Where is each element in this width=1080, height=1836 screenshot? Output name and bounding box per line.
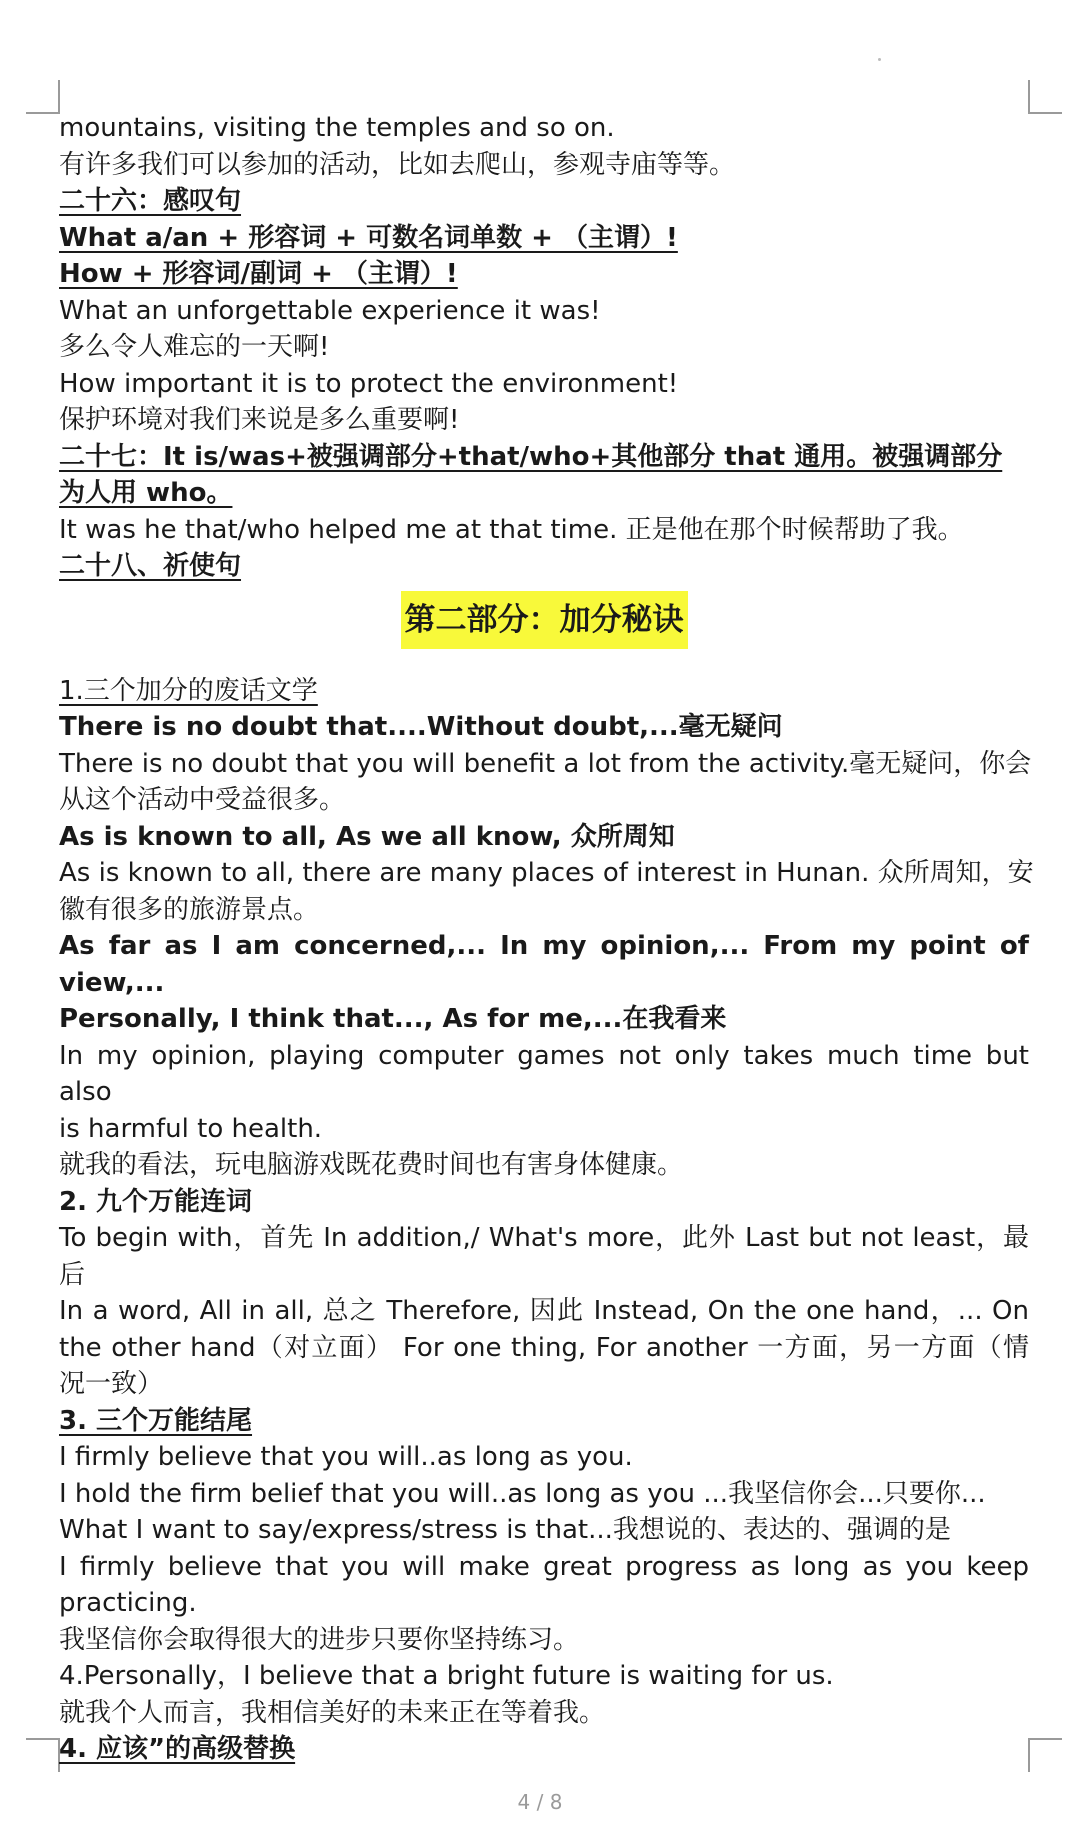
section-heading: 1.三个加分的废话文学 — [59, 675, 318, 706]
text-line: 我坚信你会取得很大的进步只要你坚持练习。 — [59, 1624, 580, 1655]
page-indicator: 4 / 8 — [517, 1790, 563, 1814]
text-line: 从这个活动中受益很多。 — [59, 785, 346, 815]
text-line: 保护环境对我们来说是多么重要啊! — [59, 405, 460, 435]
page-content — [59, 110, 1034, 1768]
page-corner-mark — [1028, 1738, 1062, 1772]
section-heading: 二十七：It is/was+被强调部分+that/who+其他部分 that 通用。被强调部分 — [59, 441, 1003, 472]
section-heading: 3. 三个万能结尾 — [59, 1405, 253, 1436]
text-line: 后 — [59, 1259, 86, 1290]
text-line: 有许多我们可以参加的活动，比如去爬山，参观寺庙等等。 — [59, 149, 736, 180]
text-line: 就我个人而言，我相信美好的未来正在等着我。 — [59, 1697, 606, 1728]
text-line: mountains, visiting the temples and so on. — [59, 113, 615, 143]
section-heading: What a/an + 形容词 + 可数名词单数 + （主谓）! — [59, 222, 678, 253]
bottom-section — [59, 673, 1034, 1768]
text-line: In my opinion, playing computer games not only takes much time but also — [59, 1040, 1029, 1107]
text-line: 2. 九个万能连词 — [59, 1186, 253, 1217]
text-line: In a word, All in all, 总之 Therefore, 因此 Instead, On the one hand，... On — [59, 1296, 1029, 1326]
text-line: There is no doubt that you will benefit a lot from the activity.毫无疑问，你会 — [59, 748, 1032, 779]
text-line: As is known to all, As we all know, 众所周知 — [59, 821, 675, 852]
section-heading: 为人用 who。 — [59, 478, 233, 508]
text-line: 多么令人难忘的一天啊! — [59, 332, 330, 362]
top-section — [59, 110, 1029, 585]
section-heading: 二十六：感叹句 — [59, 186, 242, 216]
section-title: 第二部分：加分秘诀 — [401, 591, 688, 649]
text-line: What I want to say/express/stress is that...我想说的、表达的、强调的是 — [59, 1515, 951, 1545]
page-corner-mark — [1028, 80, 1062, 114]
text-line: I firmly believe that you will..as long as you. — [59, 1442, 633, 1472]
scan-dot — [878, 58, 881, 61]
text-line: 徽有很多的旅游景点。 — [59, 894, 320, 925]
page-corner-mark — [26, 80, 60, 114]
page-corner-mark — [26, 1738, 60, 1772]
text-line: I firmly believe that you will make great progress as long as you keep — [59, 1551, 1029, 1582]
text-line: the other hand（对立面） For one thing, For another 一方面，另一方面（情 — [59, 1332, 1029, 1363]
section-heading: How + 形容词/副词 + （主谓）! — [59, 259, 458, 289]
text-line: It was he that/who helped me at that time. 正是他在那个时候帮助了我。 — [59, 514, 964, 545]
text-line: As far as I am concerned,... In my opinion,... From my point of view,... — [59, 931, 1029, 998]
text-line: As is known to all, there are many places of interest in Hunan. 众所周知，安 — [59, 858, 1034, 888]
text-line: is harmful to health. — [59, 1113, 323, 1144]
text-line: practicing. — [59, 1588, 197, 1618]
text-line: 就我的看法，玩电脑游戏既花费时间也有害身体健康。 — [59, 1150, 684, 1180]
section-title-wrap — [59, 591, 1029, 655]
text-line: How important it is to protect the environment! — [59, 368, 679, 399]
text-line: What an unforgettable experience it was! — [59, 295, 601, 326]
text-line: Personally, I think that..., As for me,...在我看来 — [59, 1004, 727, 1034]
text-line: There is no doubt that....Without doubt,...毫无疑问 — [59, 712, 783, 742]
section-heading: 4. 应该”的高级替换 — [59, 1734, 296, 1764]
section-heading: 二十八、祈使句 — [59, 551, 242, 581]
text-line: 4.Personally，I believe that a bright future is waiting for us. — [59, 1661, 834, 1691]
text-line: 况一致） — [59, 1369, 164, 1399]
text-line: To begin with，首先 In addition,/ What's more，此外 Last but not least，最 — [59, 1223, 1029, 1253]
text-line: I hold the firm belief that you will..as long as you ...我坚信你会...只要你... — [59, 1478, 986, 1509]
